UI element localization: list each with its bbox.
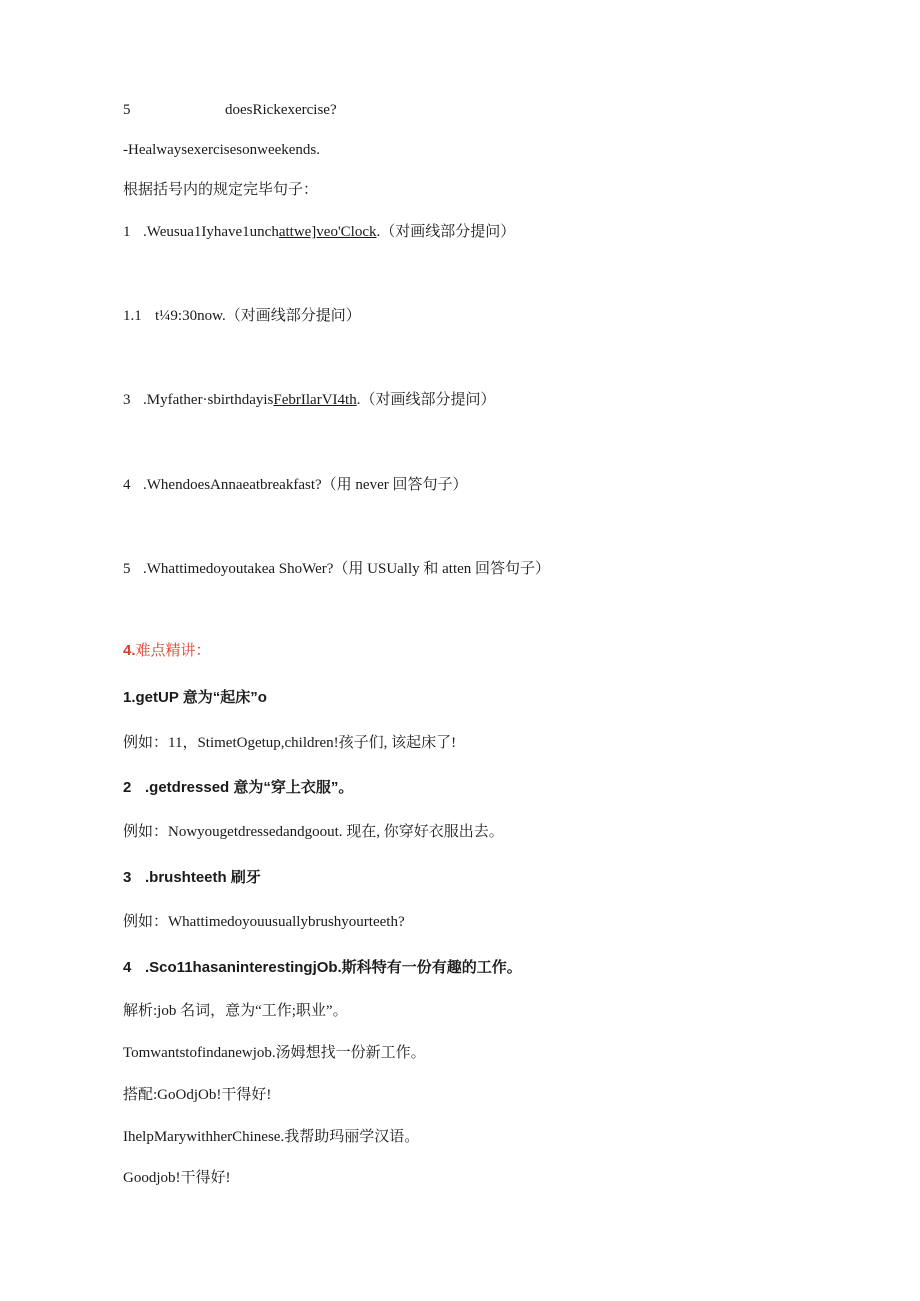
point-2-example [123,822,504,842]
section-heading [123,641,211,661]
example-text: 例如：Nowyougetdressedandgoout. 现在, 你穿好衣服出去。 [123,824,504,840]
item-number: 4 [123,959,132,976]
example-text: 例如：11，StimetOgetup,children!孩子们, 该起床了! [123,735,457,751]
point-3-heading [123,868,261,888]
item-number: 5 [123,102,131,118]
point-1-heading [123,688,267,708]
exercise-instruction: .（对画线部分提问） [376,224,516,240]
point-text: 1.getUP 意为“起床”o [123,689,267,706]
exercise-2 [123,306,361,326]
point-text: .Sco11hasaninterestingjOb.斯科特有一份有趣的工作。 [145,959,522,976]
point-text: .brushteeth 刷牙 [145,869,261,886]
example-text: Tomwantstofindanewjob.汤姆想找一份新工作。 [123,1045,426,1061]
point-4-example [123,1127,419,1147]
exercise-text: .Weusua1Iyhave1unch [143,224,279,240]
underlined-text: FebrIlarVI4th [273,392,357,408]
point-4-example [123,1043,426,1063]
exercise-text: .WhendoesAnnaeatbreakfast?（用 never 回答句子） [143,477,468,493]
exercise-4 [123,475,467,495]
item-number: 5 [123,561,131,577]
point-1-example [123,733,456,753]
answer-text: -Healwaysexercisesonweekends. [123,142,320,158]
item-number: 3 [123,392,131,408]
point-text: .getdressed 意为“穿上衣服”。 [145,779,354,796]
exercise-1 [123,222,515,242]
example-text: Goodjob!干得好! [123,1170,231,1186]
point-4-heading [123,958,522,978]
collocation-text: 搭配:GoOdjOb!干得好! [123,1087,272,1103]
point-2-heading [123,778,353,798]
question-line [123,100,337,120]
question-text: doesRickexercise? [225,102,337,118]
item-number: 1.1 [123,308,142,324]
instruction-line [123,180,318,200]
exercise-3 [123,390,495,410]
item-number: 1 [123,224,131,240]
point-4-collocation [123,1085,271,1105]
point-3-example [123,912,405,932]
point-4-analysis [123,1001,348,1021]
section-number: 4. [123,642,136,659]
exercise-text: t¼9:30now.（对画线部分提问） [155,308,361,324]
underlined-text: attwe]veo'Clock [278,224,377,240]
example-text: 例如：Whattimedoyouusuallybrushyourteeth? [123,914,405,930]
analysis-text: 解析:job 名词，意为“工作;职业”。 [123,1003,348,1019]
instruction-text: 根据括号内的规定完毕句子： [123,182,319,198]
section-title: 难点精讲： [135,643,211,659]
item-number: 3 [123,869,132,886]
example-text: IhelpMarywithherChinese.我帮助玛丽学汉语。 [123,1129,420,1145]
exercise-text: .Myfather·sbirthdayis [143,392,274,408]
point-4-example [123,1168,231,1188]
item-number: 2 [123,779,132,796]
exercise-instruction: .（对画线部分提问） [356,392,496,408]
item-number: 4 [123,477,131,493]
exercise-5 [123,559,550,579]
exercise-text: .Whattimedoyoutakea ShoWer?（用 USUally 和 atten 回答句子） [143,561,551,577]
answer-line [123,140,320,160]
